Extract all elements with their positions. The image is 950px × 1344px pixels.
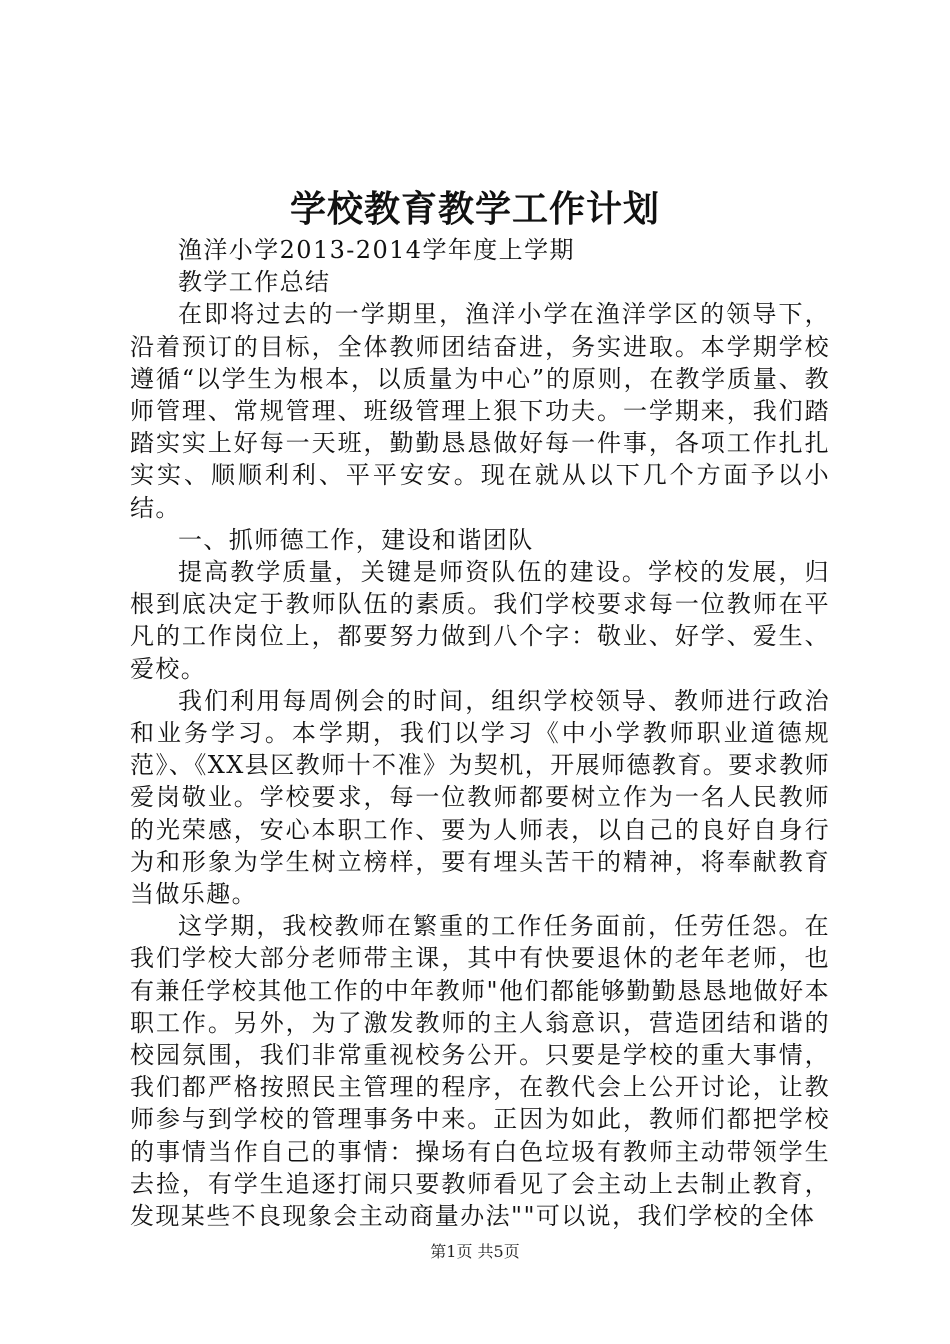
paragraph-this-term: 这学期，我校教师在繁重的工作任务面前，任劳任怨。在我们学校大部分老师带主课，其中有快要退休的老年老师，也有兼任学校其他工作的中年教师"他们都能够勤勤恳恳地做好本职工作。另外，为了激发教师的主人翁意识，营造团结和谐的校园氛围，我们非常重视校务公开。只要是学校的重大事情，我们都严格按照民主管理的程序，在教代会上公开讨论，让教师参与到学校的管理事务中来。正因为如此，教师们都把学校的事情当作自己的事情：操场有白色垃圾有教师主动带领学生去捡，有学生追逐打闹只要教师看见了会主动上去制止教育，发现某些不良现象会主动商量办法""可以说，我们学校的全体 — [130, 912, 830, 1231]
paragraph-weekly-meetings: 我们利用每周例会的时间，组织学校领导、教师进行政治和业务学习。本学期，我们以学习《中小学教师职业道德规范》、《XX县区教师十不准》为契机，开展师德教育。要求教师爱岗敬业。学校要求，每一位教师都要树立作为一名人民教师的光荣感，安心本职工作、要为人师表，以自己的良好自身行为和形象为学生树立榜样，要有埋头苦干的精神，将奉献教育当做乐趣。 — [130, 686, 830, 909]
paragraph-teacher-quality: 提高教学质量，关键是师资队伍的建设。学校的发展，归根到底决定于教师队伍的素质。我们学校要求每一位教师在平凡的工作岗位上，都要努力做到八个字：敬业、好学、爱生、爱校。 — [130, 558, 830, 683]
section-heading-1: 一、抓师德工作，建设和谐团队 — [178, 525, 534, 554]
document-title: 学校教育教学工作计划 — [289, 188, 660, 230]
paragraph-intro: 在即将过去的一学期里，渔洋小学在渔洋学区的领导下，沿着预订的目标，全体教师团结奋进，务实进取。本学期学校遵循“以学生为根本，以质量为中心”的原则，在教学质量、教师管理、常规管理、班级管理上狠下功夫。一学期来，我们踏踏实实上好每一天班，勤勤恳恳做好每一件事，各项工作扎扎实实、顺顺利利、平平安安。现在就从以下几个方面予以小结。 — [130, 300, 830, 522]
paragraph-school-term: 渔洋小学2013-2014学年度上学期 — [178, 236, 575, 264]
page-footer: 第1页 共5页 — [430, 1242, 520, 1261]
paragraph-subtitle: 教学工作总结 — [178, 268, 331, 297]
document-body — [130, 234, 830, 1232]
